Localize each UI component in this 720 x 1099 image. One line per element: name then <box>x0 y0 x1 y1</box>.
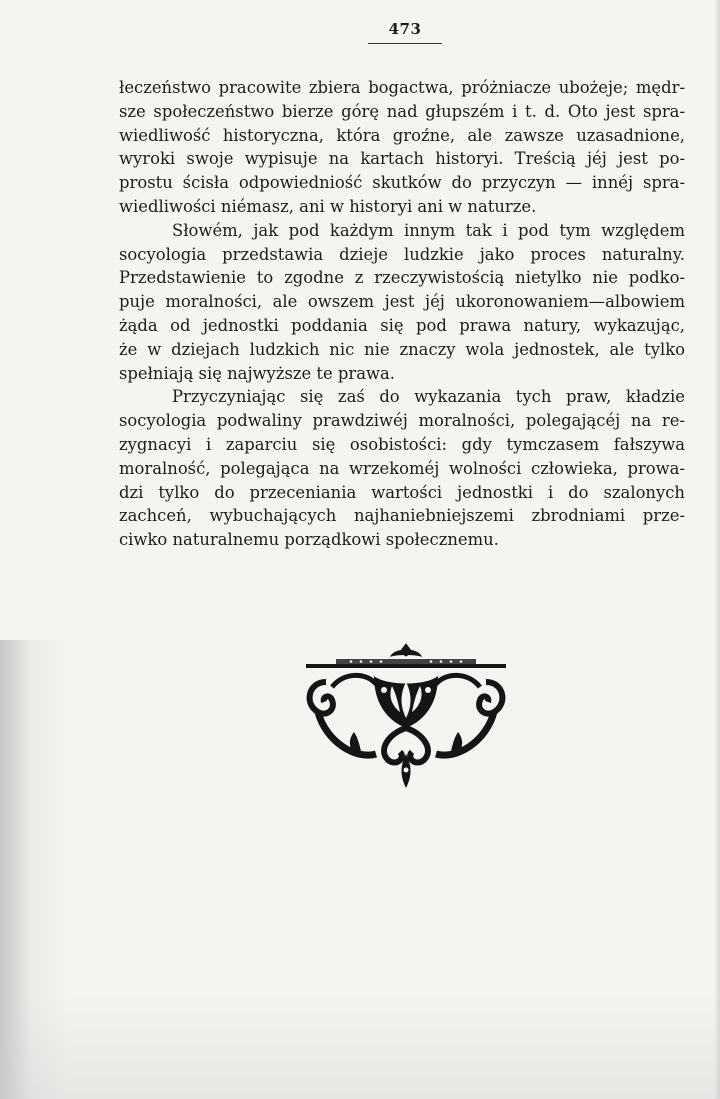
paragraph-start-line: Słowém, jak pod każdym innym tak i pod tym względem <box>172 220 685 240</box>
floral-tailpiece-ornament-icon <box>296 642 516 792</box>
text-line: łeczeństwo pracowite zbiera bogactwa, próżniacze ubożeje; mędr- <box>119 78 685 97</box>
text-line: moralność, polegająca na wrzekoméj wolności człowieka, prowa- <box>119 458 685 478</box>
text-line: spełniają się najwyższe te prawa. <box>119 363 396 383</box>
text-line: prostu ścisła odpowiedniość skutków do przyczyn — innéj spra- <box>119 173 685 193</box>
text-line: wyroki swoje wypisuje na kartach historyi. Treścią jéj jest po- <box>119 149 685 169</box>
text-line: puje moralności, ale owszem jest jéj ukoronowaniem—albowiem <box>119 292 685 312</box>
page-number: 473 <box>388 20 422 38</box>
page-number-rule <box>368 43 442 44</box>
text-line: żąda od jednostki poddania się pod prawa natury, wykazując, <box>119 315 685 335</box>
text-line: socyologia podwaliny prawdziwéj moralności, polegającéj na re- <box>119 411 685 431</box>
paragraph-start-line: Przyczyniając się zaś do wykazania tych praw, kładzie <box>172 387 685 407</box>
text-line: zygnacyi i zaparciu się osobistości: gdy tymczasem fałszywa <box>119 434 685 454</box>
text-line: zachceń, wybuchających najhaniebniejszemi zbrodniami prze- <box>119 506 685 526</box>
text-line: Przedstawienie to zgodne z rzeczywistością nietylko nie podko- <box>119 268 685 288</box>
body-text <box>119 76 685 552</box>
page-shadow-bottom <box>0 990 720 1099</box>
text-line: socyologia przedstawia dzieje ludzkie jako proces naturalny. <box>119 244 685 264</box>
page-edge-right <box>714 0 720 1099</box>
text-line: wiedliwości niémasz, ani w historyi ani w naturze. <box>119 196 537 216</box>
text-line: dzi tylko do przeceniania wartości jednostki i do szalonych <box>119 482 685 502</box>
text-line: że w dziejach ludzkich nic nie znaczy wola jednostek, ale tylko <box>119 339 685 359</box>
text-line: wiedliwość historyczna, która groźne, ale zawsze uzasadnione, <box>119 125 685 145</box>
text-line: sze społeczeństwo bierze górę nad głupszém i t. d. Oto jest spra- <box>119 101 685 121</box>
text-line: ciwko naturalnemu porządkowi społecznemu. <box>119 530 499 550</box>
